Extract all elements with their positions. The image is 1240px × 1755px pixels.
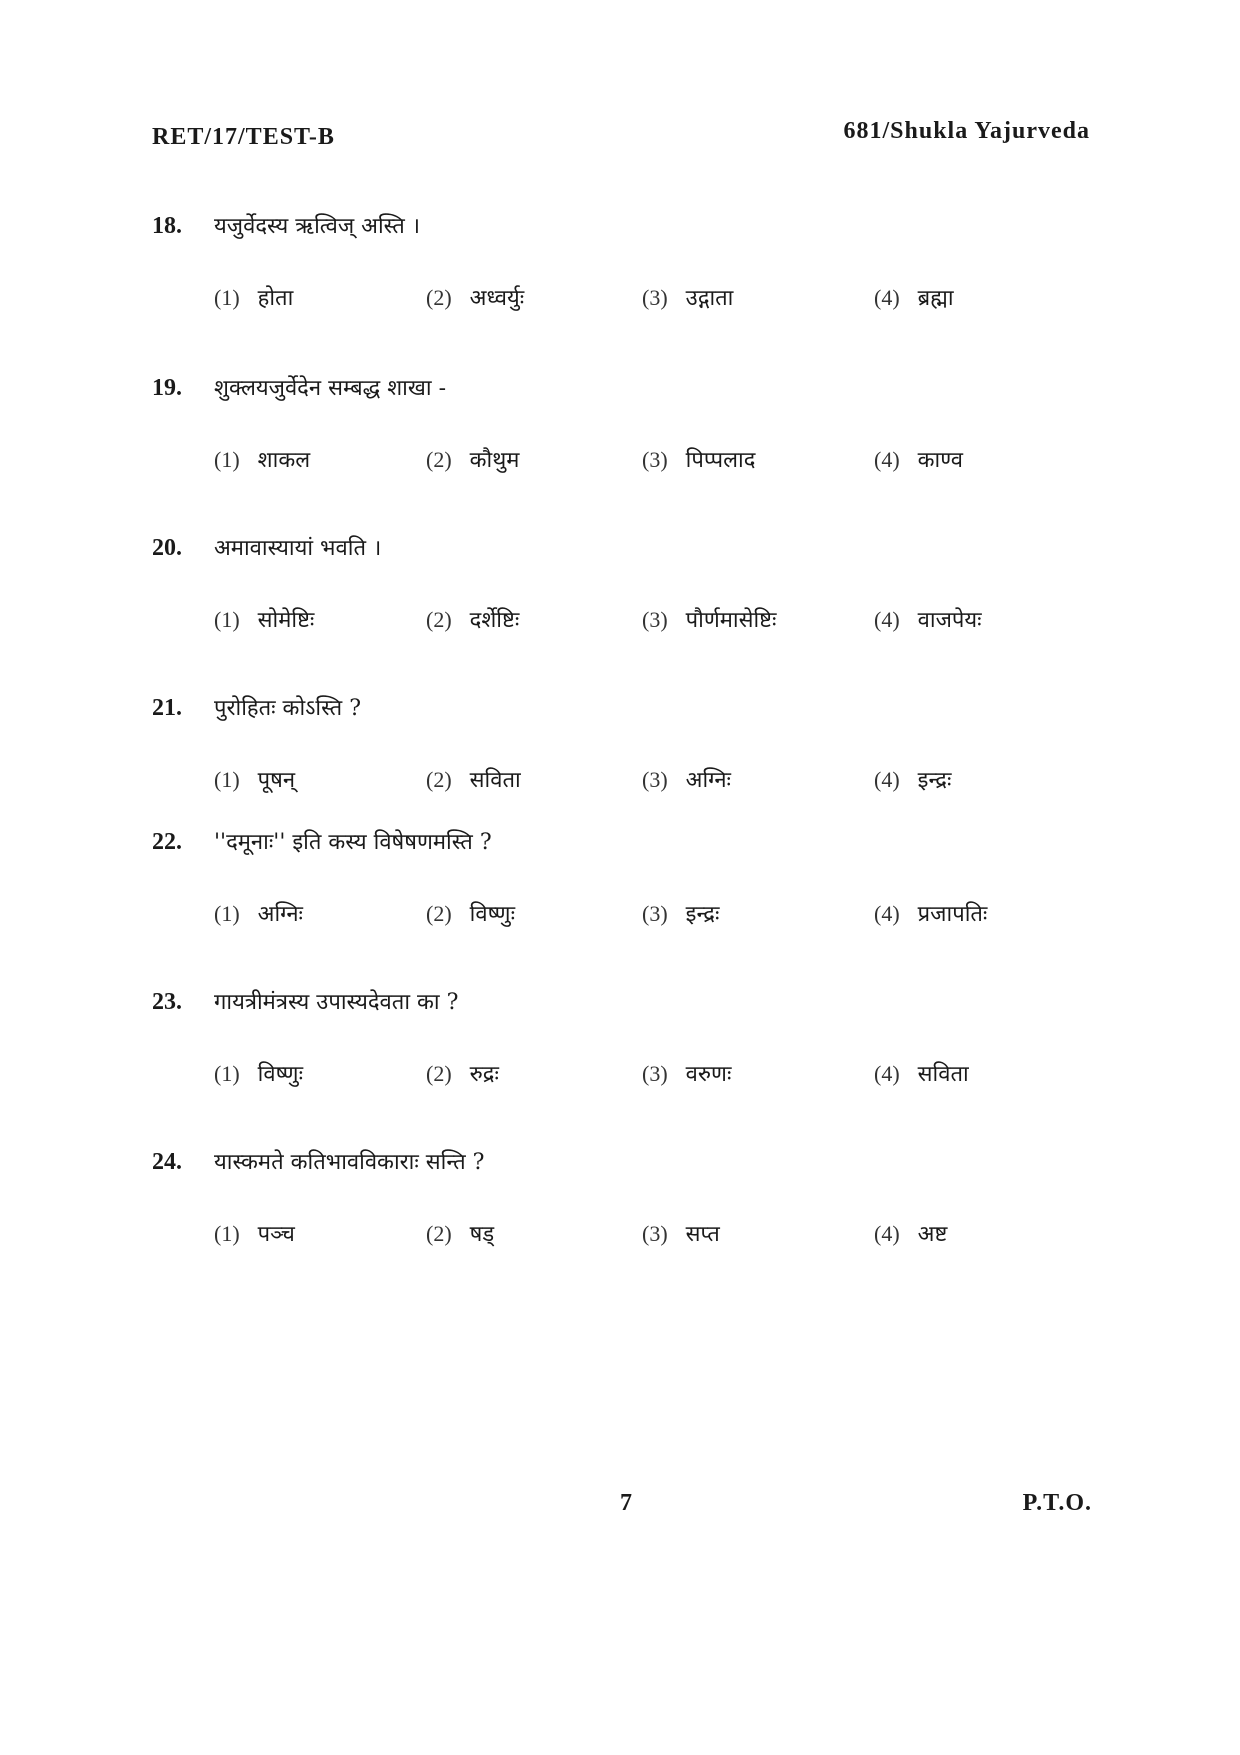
question-text: पुरोहितः कोऽस्ति ? [214, 696, 362, 721]
option-2: (2) रुद्रः [426, 1061, 499, 1087]
question-text: शुक्लयजुर्वेदेन सम्बद्ध शाखा - [214, 376, 447, 401]
option-1: (1) विष्णुः [214, 1061, 304, 1087]
option-3: (3) पौर्णमासेष्टिः [642, 607, 777, 633]
question-number: 18. [152, 213, 182, 239]
option-1: (1) सोमेष्टिः [214, 607, 315, 633]
question-number: 22. [152, 829, 182, 855]
question-text: ''दमूनाः'' इति कस्य विषेषणमस्ति ? [214, 830, 492, 855]
option-4: (4) प्रजापतिः [874, 901, 988, 927]
option-1: (1) पञ्च [214, 1221, 295, 1247]
option-4: (4) वाजपेयः [874, 607, 982, 633]
option-3: (3) वरुणः [642, 1061, 732, 1087]
question-21 [152, 692, 1092, 793]
question-text: यजुर्वेदस्य ऋत्विज् अस्ति । [214, 214, 421, 239]
question-24 [152, 1146, 1092, 1247]
please-turn-over: P.T.O. [1022, 1490, 1092, 1516]
option-3: (3) अग्निः [642, 767, 731, 793]
option-4: (4) अष्ट [874, 1221, 948, 1247]
options-row [214, 1058, 1094, 1092]
options-row [214, 898, 1094, 932]
question-text: गायत्रीमंत्रस्य उपास्यदेवता का ? [214, 990, 459, 1015]
options-row [214, 604, 1094, 638]
question-text: अमावास्यायां भवति । [214, 536, 382, 561]
question-number: 19. [152, 375, 182, 401]
question-18 [152, 210, 1092, 311]
option-2: (2) अध्वर्युः [426, 285, 525, 311]
options-row [214, 282, 1094, 316]
option-2: (2) षड् [426, 1221, 495, 1247]
question-number: 21. [152, 695, 182, 721]
option-4: (4) सविता [874, 1061, 969, 1087]
option-1: (1) पूषन् [214, 767, 296, 793]
option-2: (2) कौथुम [426, 447, 520, 473]
question-number: 20. [152, 535, 182, 561]
option-4: (4) इन्द्रः [874, 767, 952, 793]
option-3: (3) इन्द्रः [642, 901, 720, 927]
options-row [214, 444, 1094, 478]
option-1: (1) अग्निः [214, 901, 303, 927]
page-number: 7 [620, 1490, 632, 1516]
option-3: (3) पिप्पलाद [642, 447, 756, 473]
option-4: (4) ब्रह्मा [874, 285, 954, 311]
question-20 [152, 532, 1092, 633]
option-2: (2) विष्णुः [426, 901, 516, 927]
option-4: (4) काण्व [874, 447, 963, 473]
question-19 [152, 372, 1092, 473]
options-row [214, 764, 1094, 798]
option-2: (2) सविता [426, 767, 521, 793]
option-2: (2) दर्शेष्टिः [426, 607, 520, 633]
options-row [214, 1218, 1094, 1252]
exam-code: RET/17/TEST-B [152, 124, 335, 150]
question-23 [152, 986, 1092, 1087]
option-1: (1) होता [214, 285, 294, 311]
option-1: (1) शाकल [214, 447, 311, 473]
option-3: (3) उद्गाता [642, 285, 734, 311]
question-number: 24. [152, 1149, 182, 1175]
question-22 [152, 826, 1092, 927]
paper-subject: 681/Shukla Yajurveda [843, 118, 1090, 144]
option-3: (3) सप्त [642, 1221, 720, 1247]
question-number: 23. [152, 989, 182, 1015]
question-text: यास्कमते कतिभावविकाराः सन्ति ? [214, 1150, 485, 1175]
